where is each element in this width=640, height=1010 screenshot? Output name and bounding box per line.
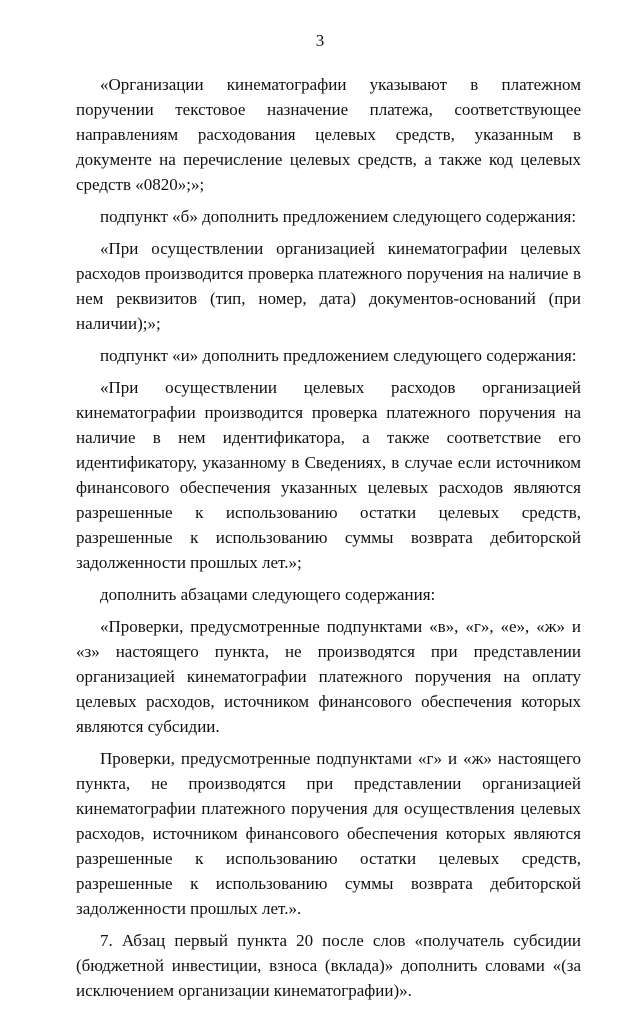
document-body (76, 72, 581, 1010)
paragraph-6: дополнить абзацами следующего содержания: (100, 585, 436, 604)
paragraph-9: 7. Абзац первый пункта 20 после слов «получатель субсидии (бюджетной инвестиции, взноса (вклада)» дополнить словами «(за исключением организации кинематографии)». (76, 931, 581, 1000)
paragraph-4: подпункт «и» дополнить предложением следующего содержания: (100, 346, 577, 365)
paragraph-1: «Организации кинематографии указывают в платежном поручении текстовое назначение платежа, соответствующее направлениям расходования целевых средств, указанным в документе на перечисление целевых средств, а также код целевых средств «0820»;»; (76, 75, 581, 194)
paragraph-5: «При осуществлении целевых расходов организацией кинематографии производится проверка платежного поручения на наличие в нем идентификатора, а также соответствие его идентификатору, указанному в Сведениях, в случае если источником финансового обеспечения указанных целевых расходов являются разрешенные к использованию остатки целевых средств, разрешенные к использованию суммы возврата дебиторской задолженности прошлых лет.»; (76, 378, 581, 572)
paragraph-8: Проверки, предусмотренные подпунктами «г» и «ж» настоящего пункта, не производятся при представлении организацией кинематографии платежного поручения для осуществления целевых расходов, источником финансового обеспечения которых являются разрешенные к использованию остатки целевых средств, разрешенные к использованию суммы возврата дебиторской задолженности прошлых лет.». (76, 749, 581, 918)
paragraph-7: «Проверки, предусмотренные подпунктами «в», «г», «е», «ж» и «з» настоящего пункта, не производятся при представлении организацией кинематографии платежного поручения на оплату целевых расходов, источником финансового обеспечения которых являются субсидии. (76, 617, 581, 736)
paragraph-3: «При осуществлении организацией кинематографии целевых расходов производится проверка платежного поручения на наличие в нем реквизитов (тип, номер, дата) документов-оснований (при наличии);»; (76, 239, 581, 333)
paragraph-2: подпункт «б» дополнить предложением следующего содержания: (100, 207, 577, 226)
page-number: 3 (315, 31, 325, 50)
